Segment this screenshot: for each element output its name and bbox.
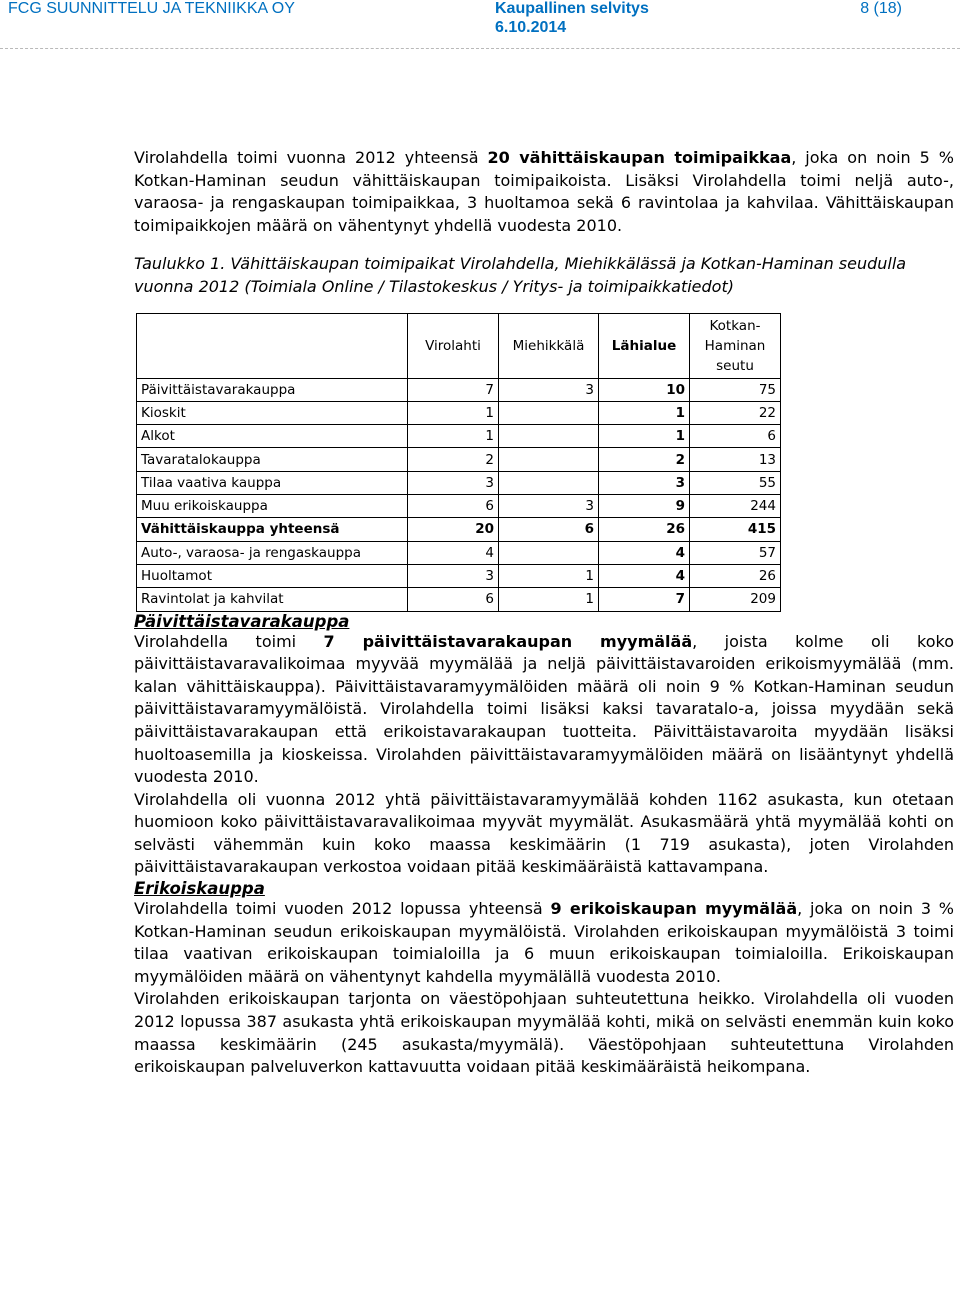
table-row: [137, 495, 781, 518]
table-total-row: [137, 518, 781, 541]
cell-miehikkala: 3: [499, 378, 599, 401]
section1-text-a: Virolahdella toimi: [134, 631, 324, 651]
table-header-lahialue: Lähialue: [599, 313, 690, 378]
cell-lahialue: 9: [599, 495, 690, 518]
cell-kotka-hamina: 57: [690, 541, 781, 564]
table-row: [137, 471, 781, 494]
cell-lahialue: 3: [599, 471, 690, 494]
section2-text-c: , joka on noin 3 % Kotkan-Haminan seudun erikoiskaupan myymälöistä. Virolahden erikoiskaupan myymälöistä 3 toimi tilaa vaativan erikoiskaupan toimialoilla ja 6 muun erikoiskaupan toimialoilla. Erikoiskaupan myymälöiden määrä on vähentynyt kahdella myymälällä vuodesta 2010.: [134, 899, 955, 986]
row-label: Tavaratalokauppa: [137, 448, 408, 471]
cell-virolahti: 6: [408, 588, 499, 611]
table-row: [137, 564, 781, 587]
header-company: FCG SUUNNITTELU JA TEKNIIKKA OY: [8, 0, 295, 17]
section1-text-c: , joista kolme oli koko päivittäistavaravalikoimaa myyvää myymälää ja neljä päivittäistavaroiden erikoismyymälää (mm. kalan vähittäiskauppa). Päivittäistavaramyymälöiden määrä oli noin 9 % Kotkan-Haminan seudun päivittäistavaramyymälöistä. Virolahdella toimi lisäksi kaksi tavaratalo-a, joissa myydään sekä päivittäistavarakaupan että erikoistavarakaupan tuotteita. Päivittäistavaroita myydään lisäksi huoltoasemilla ja kioskeissa. Virolahden päivittäistavaramyymälöiden määrä on lisääntynyt yhdellä vuodesta 2010.: [134, 631, 955, 787]
cell-virolahti: 20: [408, 518, 499, 541]
cell-kotka-hamina: 26: [690, 564, 781, 587]
section1-paragraph-2: Virolahdella oli vuonna 2012 yhtä päivittäistavaramyymälää kohden 1162 asukasta, kun otetaan huomioon koko päivittäistavaravalikoimaa myyvät myymälät. Asukasmäärä yhtä myymälää kohti on selvästi vähemmän kuin koko maassa keskimäärin (1 719 asukasta), joten Virolahden päivittäistavarakaupan verkostoa voidaan pitää keskimääräistä kattavampana.: [134, 789, 954, 877]
cell-virolahti: 4: [408, 541, 499, 564]
cell-lahialue: 26: [599, 518, 690, 541]
cell-miehikkala: [499, 425, 599, 448]
section2-text-a: Virolahdella toimi vuoden 2012 lopussa yhteensä: [134, 899, 551, 919]
row-label: Alkot: [137, 425, 408, 448]
cell-miehikkala: [499, 471, 599, 494]
header-page-number: 8 (18): [860, 0, 902, 17]
row-label: Huoltamot: [137, 564, 408, 587]
row-label: Muu erikoiskauppa: [137, 495, 408, 518]
table-header-miehikkala: Miehikkälä: [499, 313, 599, 378]
section1-text-bold: 7 päivittäistavarakaupan myymälää: [323, 631, 693, 651]
table-header-empty: [137, 313, 408, 378]
cell-lahialue: 1: [599, 425, 690, 448]
page-header: [0, 0, 960, 50]
cell-virolahti: 1: [408, 425, 499, 448]
row-label: Päivittäistavarakauppa: [137, 378, 408, 401]
cell-kotka-hamina: 55: [690, 471, 781, 494]
table-caption-label: Taulukko 1.: [134, 254, 226, 274]
cell-miehikkala: 3: [499, 495, 599, 518]
cell-virolahti: 3: [408, 564, 499, 587]
header-date: 6.10.2014: [495, 19, 567, 36]
cell-miehikkala: 6: [499, 518, 599, 541]
cell-lahialue: 1: [599, 401, 690, 424]
section1-paragraph-1: [134, 631, 954, 789]
retail-table: [136, 313, 781, 612]
cell-lahialue: 2: [599, 448, 690, 471]
table-row: [137, 588, 781, 611]
cell-miehikkala: 1: [499, 564, 599, 587]
table-caption-text: Vähittäiskaupan toimipaikat Virolahdella, Miehikkälässä ja Kotkan-Haminan seudulla vuonna 2012 (Toimiala Online / Tilastokeskus / Yritys- ja toimipaikkatiedot): [134, 254, 907, 296]
intro-text-bold: 20 vähittäiskaupan toimipaikkaa: [487, 148, 792, 167]
cell-kotka-hamina: 22: [690, 401, 781, 424]
row-label: Tilaa vaativa kauppa: [137, 471, 408, 494]
section-heading-erikoiskauppa: Erikoiskauppa: [134, 879, 265, 899]
section-heading-paivittaistavarakauppa: Päivittäistavarakauppa: [134, 611, 350, 631]
cell-lahialue: 7: [599, 588, 690, 611]
cell-miehikkala: [499, 448, 599, 471]
row-label: Ravintolat ja kahvilat: [137, 588, 408, 611]
section2-text-bold: 9 erikoiskaupan myymälää: [550, 899, 798, 919]
intro-text-c: , joka on noin 5 % Kotkan-Haminan seudun vähittäiskaupan toimipaikoista. Lisäksi Virolahdella toimi neljä auto-, varaosa- ja rengaskaupan toimipaikkaa, 3 huoltamoa sekä 6 ravintolaa ja kahvilaa. Vähittäiskaupan toimipaikkojen määrä on vähentynyt yhdellä vuodesta 2010.: [134, 148, 955, 235]
section2-paragraph-2: Virolahden erikoiskaupan tarjonta on väestöpohjaan suhteutettuna heikko. Virolahdella oli vuoden 2012 lopussa 387 asukasta yhtä erikoiskaupan myymälää kohti, mikä on selvästi enemmän kuin koko maassa keskimäärin (245 asukasta/myymälä). Väestöpohjaan suhteutettuna Virolahden erikoiskaupan palveluverkon kattavuutta voidaan pitää keskimääräistä heikompana.: [134, 989, 954, 1077]
table-header-kotka-hamina: Kotkan-Haminan seutu: [690, 313, 781, 378]
header-doc-title: Kaupallinen selvitys: [495, 0, 649, 17]
cell-virolahti: 6: [408, 495, 499, 518]
cell-miehikkala: [499, 401, 599, 424]
intro-text-a: Virolahdella toimi vuonna 2012 yhteensä: [134, 148, 488, 167]
table-row: [137, 541, 781, 564]
cell-virolahti: 3: [408, 471, 499, 494]
cell-virolahti: 1: [408, 401, 499, 424]
table-row: [137, 448, 781, 471]
row-label: Vähittäiskauppa yhteensä: [137, 518, 408, 541]
row-label: Auto-, varaosa- ja rengaskauppa: [137, 541, 408, 564]
cell-miehikkala: [499, 541, 599, 564]
cell-miehikkala: 1: [499, 588, 599, 611]
table-header-row: [137, 313, 781, 378]
table-caption: [134, 253, 954, 298]
table-row: [137, 378, 781, 401]
table-row: [137, 401, 781, 424]
cell-kotka-hamina: 75: [690, 378, 781, 401]
cell-kotka-hamina: 6: [690, 425, 781, 448]
table-header-virolahti: Virolahti: [408, 313, 499, 378]
cell-kotka-hamina: 209: [690, 588, 781, 611]
cell-kotka-hamina: 244: [690, 495, 781, 518]
cell-kotka-hamina: 415: [690, 518, 781, 541]
page-content: [134, 147, 954, 1079]
row-label: Kioskit: [137, 401, 408, 424]
table-row: [137, 425, 781, 448]
cell-kotka-hamina: 13: [690, 448, 781, 471]
cell-virolahti: 7: [408, 378, 499, 401]
intro-paragraph: [134, 147, 954, 237]
cell-lahialue: 4: [599, 541, 690, 564]
cell-virolahti: 2: [408, 448, 499, 471]
cell-lahialue: 10: [599, 378, 690, 401]
section2-paragraph-1: [134, 898, 954, 988]
header-divider: [0, 48, 960, 49]
cell-lahialue: 4: [599, 564, 690, 587]
